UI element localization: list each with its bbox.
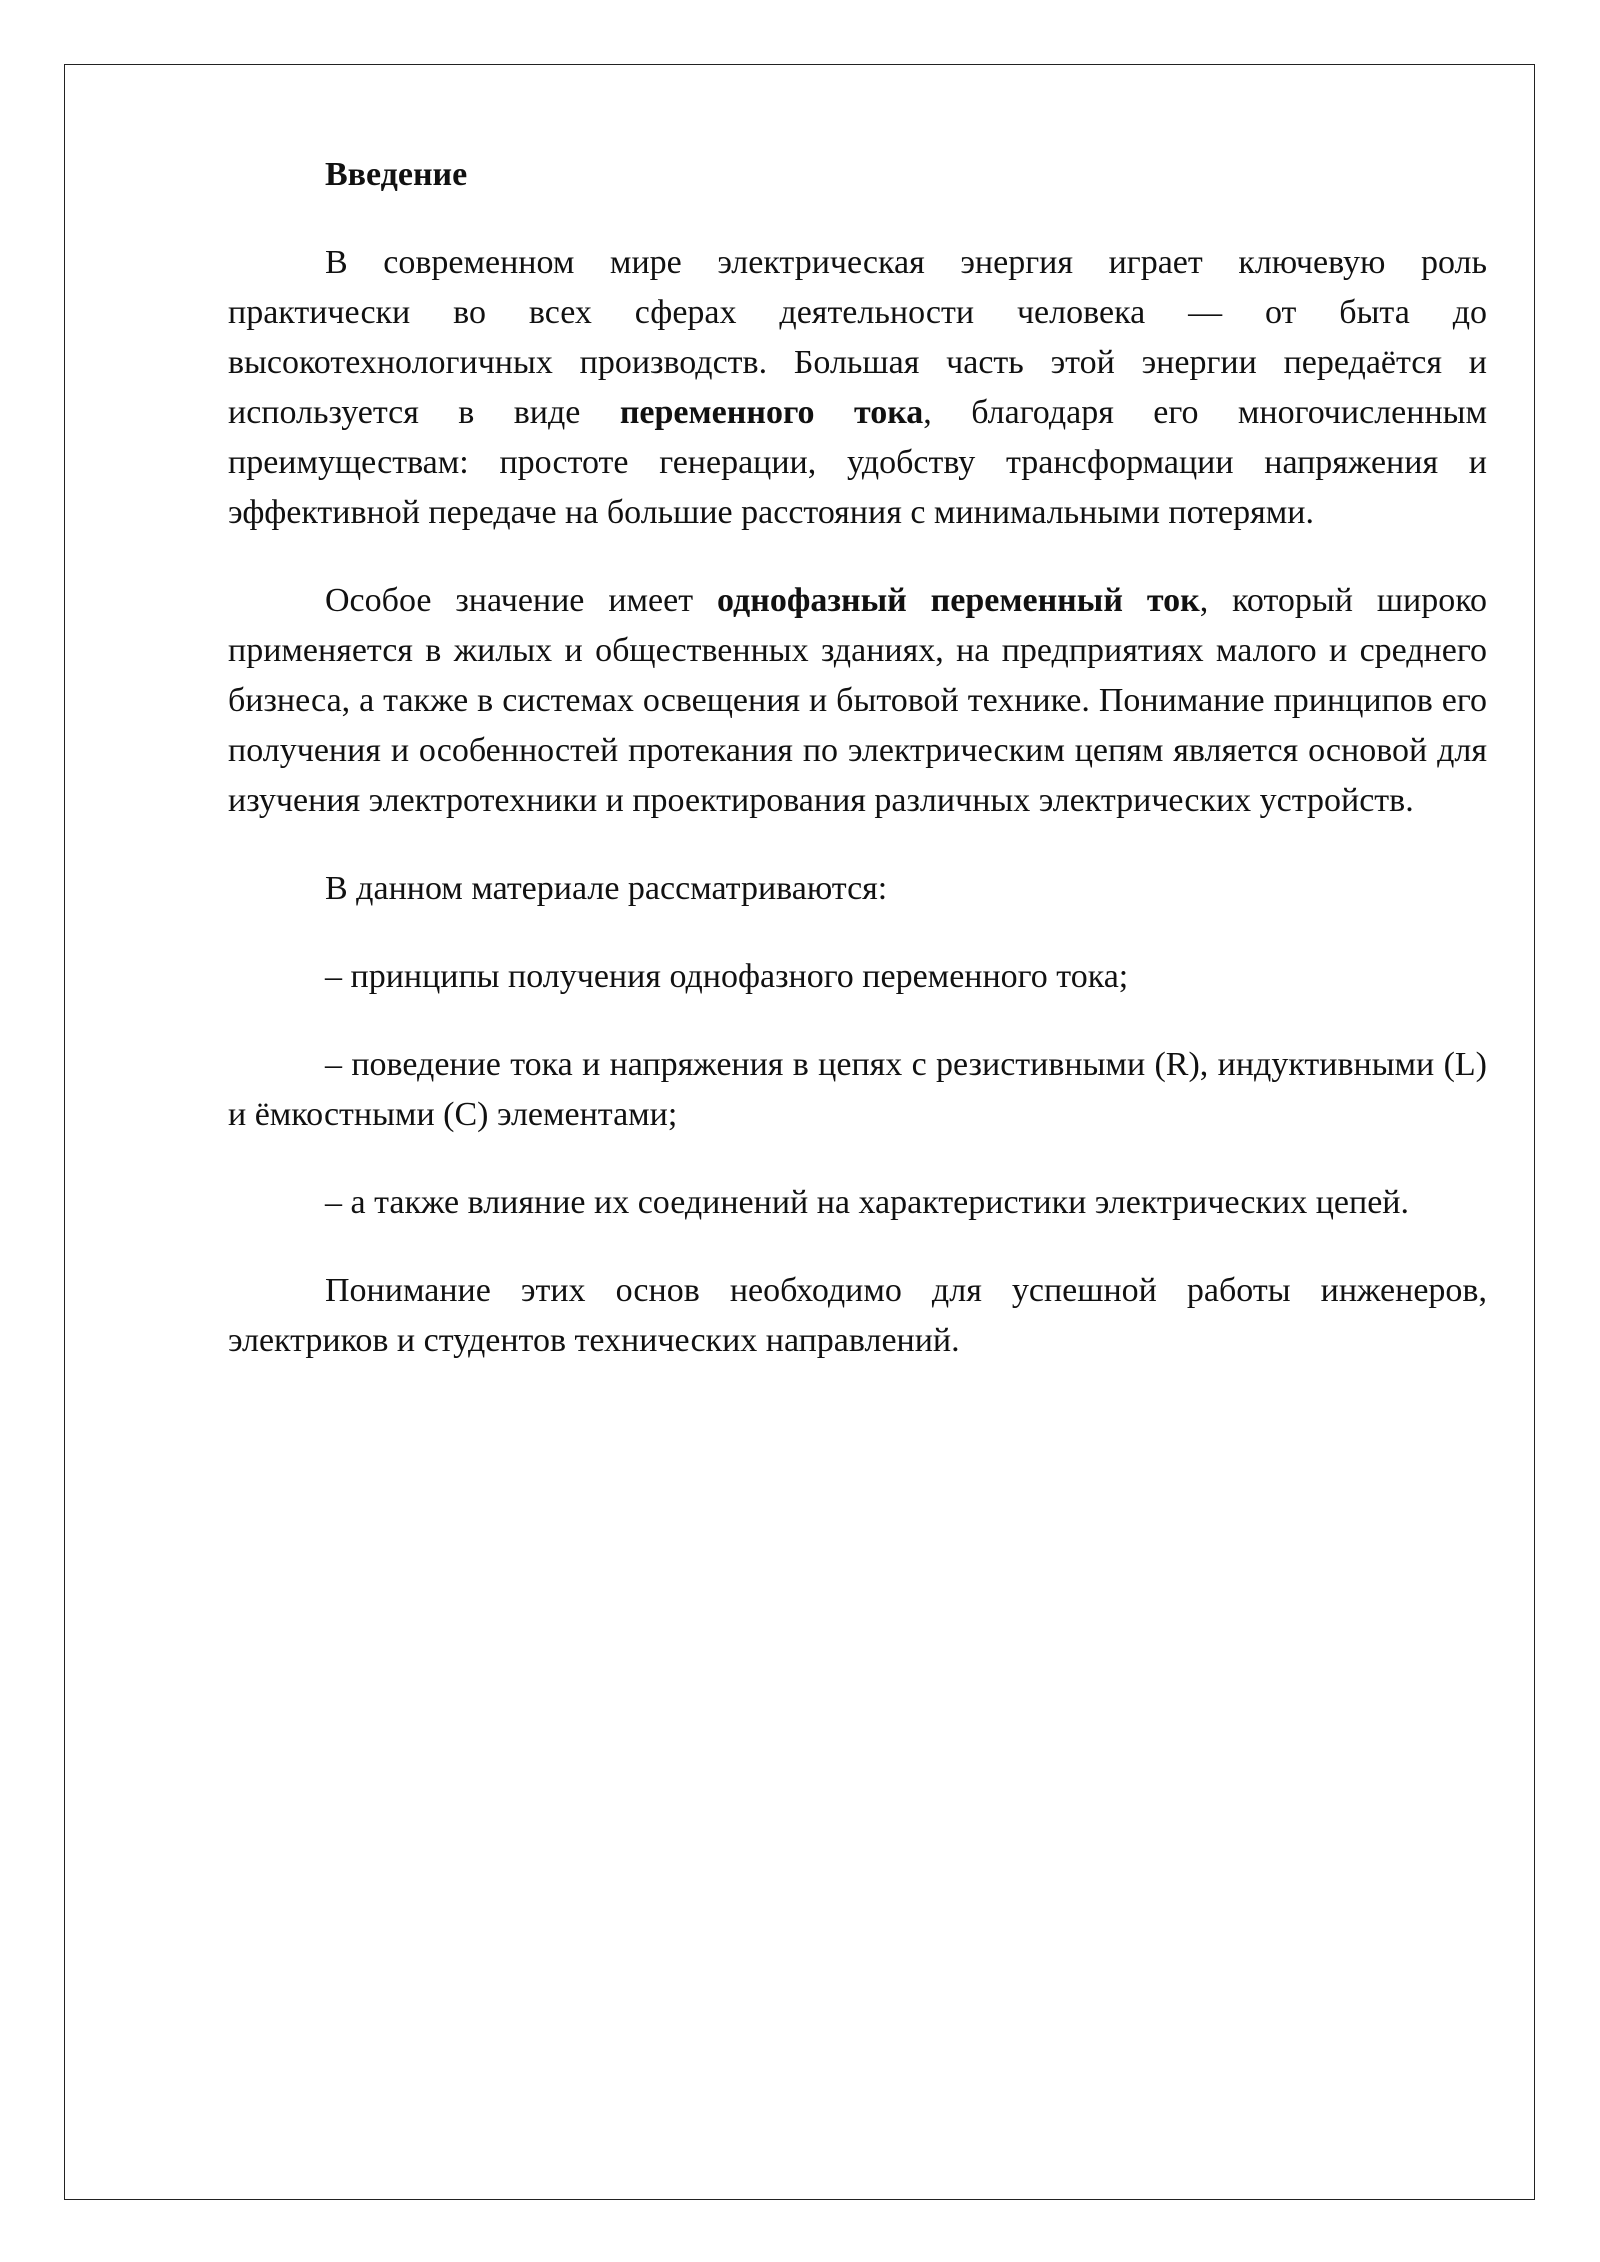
list-item: – принципы получения однофазного переменного тока; (325, 958, 1129, 995)
emphasis-term: переменного тока (619, 394, 924, 431)
paragraph-text: В современном мире электрическая энергия играет ключевую роль практически во всех сферах деятельности человека — от быта до высокотехнологичных производств. Большая часть этой энергии передаётся и используется в виде (228, 244, 1487, 431)
section-heading: Введение (325, 156, 468, 193)
paragraph-text: , благодаря его многочисленным преимуществам: простоте генерации, удобству трансформации напряжения и эффективной передаче на большие расстояния с минимальными потерями. (228, 394, 1488, 531)
list-item: – а также влияние их соединений на характеристики электрических цепей. (325, 1184, 1409, 1221)
paragraph-list-intro: В данном материале рассматриваются: (325, 870, 888, 907)
paragraph-conclusion: Понимание этих основ необходимо для успешной работы инженеров, электриков и студентов технических направлений. (228, 1272, 1487, 1359)
document-body (228, 150, 1487, 1366)
paragraph-text: , который широко применяется в жилых и общественных зданиях, на предприятиях малого и среднего бизнеса, а также в системах освещения и бытовой технике. Понимание принципов его получения и особенностей протекания по электрическим цепям является основой для изучения электротехники и проектирования различных электрических устройств. (228, 582, 1488, 819)
emphasis-term: однофазный переменный ток (717, 582, 1200, 619)
paragraph-text: Особое значение имеет (325, 582, 718, 619)
list-item: – поведение тока и напряжения в цепях с резистивными (R), индуктивными (L) и ёмкостными (C) элементами; (228, 1046, 1487, 1133)
paragraph-single-phase (228, 576, 1487, 826)
paragraph-intro (228, 238, 1487, 538)
